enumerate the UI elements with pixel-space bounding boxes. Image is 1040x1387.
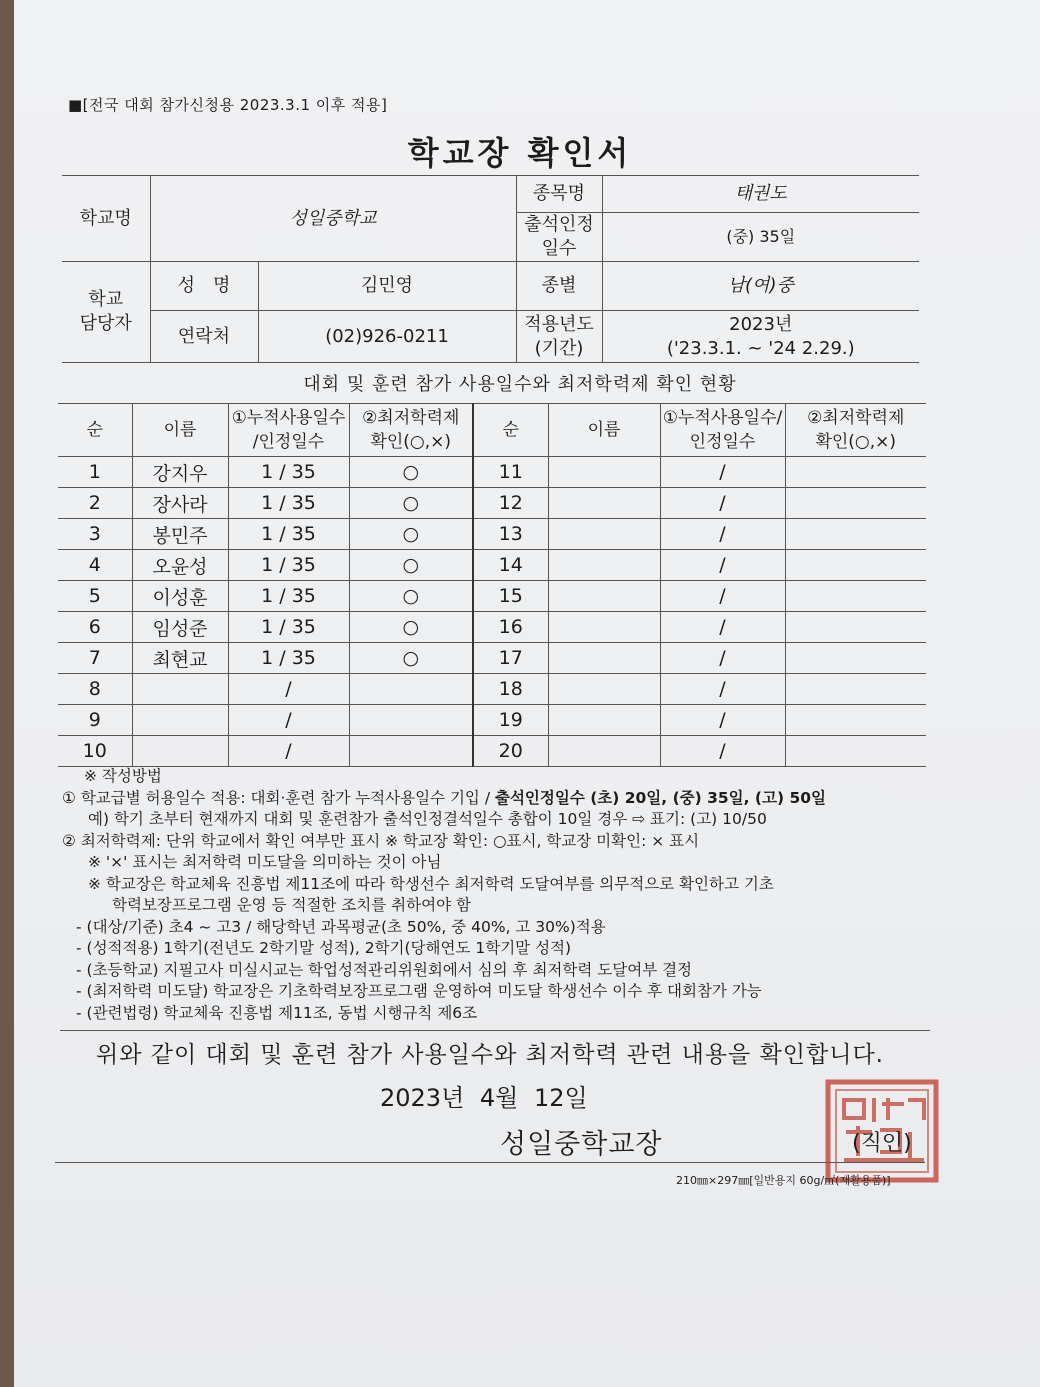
name-label: 성 명 bbox=[150, 262, 258, 311]
row-days: 1 / 35 bbox=[228, 550, 349, 581]
row-check: ○ bbox=[349, 519, 473, 550]
table-row bbox=[58, 612, 926, 643]
table-row bbox=[58, 550, 926, 581]
header-note: ■[전국 대회 참가신청용 2023.3.1 이후 적용] bbox=[68, 96, 388, 114]
row-no-right: 17 bbox=[473, 643, 548, 674]
row-name-right bbox=[548, 643, 660, 674]
row-check: ○ bbox=[349, 488, 473, 519]
row-days-right: / bbox=[660, 612, 785, 643]
row-name-right bbox=[548, 457, 660, 488]
row-name: 장사라 bbox=[132, 488, 228, 519]
row-days-right: / bbox=[660, 674, 785, 705]
row-name-right bbox=[548, 488, 660, 519]
row-check: ○ bbox=[349, 457, 473, 488]
note-2-sub-2-cont: 학력보장프로그램 운영 등 적절한 조치를 취하여야 함 bbox=[112, 896, 471, 914]
row-days: / bbox=[228, 674, 349, 705]
row-name-right bbox=[548, 519, 660, 550]
notes-heading: ※ 작성방법 bbox=[84, 767, 162, 785]
row-no-right: 14 bbox=[473, 550, 548, 581]
note-2-sub-2: ※ 학교장은 학교체육 진흥법 제11조에 따라 학생선수 최저학력 도달여부를 의무적으로 확인하고 기초 bbox=[88, 874, 774, 893]
row-check-right bbox=[785, 519, 926, 550]
row-name-right bbox=[548, 674, 660, 705]
row-days: / bbox=[228, 705, 349, 736]
seal-label: (직인) bbox=[852, 1131, 912, 1156]
row-no-right: 20 bbox=[473, 736, 548, 767]
row-check-right bbox=[785, 643, 926, 674]
name-value: 김민영 bbox=[258, 262, 516, 311]
row-days-right: / bbox=[660, 519, 785, 550]
row-check: ○ bbox=[349, 643, 473, 674]
page-title: 학교장 확인서 bbox=[407, 134, 633, 172]
row-no: 8 bbox=[58, 674, 132, 705]
row-name: 이성훈 bbox=[132, 581, 228, 612]
table-row bbox=[58, 643, 926, 674]
attendance-value: (중) 35일 bbox=[602, 213, 919, 262]
row-no: 6 bbox=[58, 612, 132, 643]
row-name bbox=[132, 674, 228, 705]
row-days: 1 / 35 bbox=[228, 581, 349, 612]
table-row bbox=[58, 519, 926, 550]
table-row bbox=[58, 581, 926, 612]
row-days-right: / bbox=[660, 581, 785, 612]
row-no: 3 bbox=[58, 519, 132, 550]
note-detail-3: - (초등학교) 지필고사 미실시교는 학업성적관리위원회에서 심의 후 최저학력 도달여부 결정 bbox=[76, 960, 693, 979]
row-no: 1 bbox=[58, 457, 132, 488]
row-days-right: / bbox=[660, 643, 785, 674]
row-check: ○ bbox=[349, 612, 473, 643]
header-no: 순 bbox=[58, 404, 132, 457]
row-check-right bbox=[785, 705, 926, 736]
note-detail-2: - (성적적용) 1학기(전년도 2학기말 성적), 2학기(당해연도 1학기말 성적) bbox=[76, 939, 572, 957]
row-check bbox=[349, 674, 473, 705]
row-days-right: / bbox=[660, 736, 785, 767]
event-label: 종목명 bbox=[516, 176, 602, 213]
table-row bbox=[58, 457, 926, 488]
row-name-right bbox=[548, 612, 660, 643]
row-days: 1 / 35 bbox=[228, 643, 349, 674]
note-1-example: 예) 학기 초부터 현재까지 대회 및 훈련참가 출석인정결석일수 총합이 10일 경우 ⇨ 표기: (고) 10/50 bbox=[88, 810, 767, 828]
row-check-right bbox=[785, 550, 926, 581]
header-no-right: 순 bbox=[473, 404, 548, 457]
note-detail-4: - (최저학력 미도달) 학교장은 기초학력보장프로그램 운영하여 미도달 학생선수 이수 후 대회참가 가능 bbox=[76, 982, 762, 1000]
confirm-statement: 위와 같이 대회 및 훈련 참가 사용일수와 최저학력 관련 내용을 확인합니다. bbox=[96, 1042, 884, 1068]
row-days: 1 / 35 bbox=[228, 519, 349, 550]
row-check-right bbox=[785, 674, 926, 705]
table-row bbox=[58, 705, 926, 736]
row-check bbox=[349, 705, 473, 736]
principal-name: 성일중학교장 bbox=[500, 1129, 663, 1160]
row-days: 1 / 35 bbox=[228, 488, 349, 519]
row-name-right bbox=[548, 705, 660, 736]
category-label: 종별 bbox=[516, 262, 602, 311]
contact-label: 연락처 bbox=[150, 311, 258, 363]
school-label: 학교명 bbox=[62, 176, 150, 262]
row-days: 1 / 35 bbox=[228, 457, 349, 488]
row-no: 10 bbox=[58, 736, 132, 767]
row-days-right: / bbox=[660, 457, 785, 488]
header-days: ①누적사용일수 /인정일수 bbox=[228, 404, 349, 457]
row-no-right: 18 bbox=[473, 674, 548, 705]
row-name: 오윤성 bbox=[132, 550, 228, 581]
row-no-right: 11 bbox=[473, 457, 548, 488]
year-value: 2023년 ('23.3.1. ~ '24 2.29.) bbox=[602, 311, 919, 363]
table-row bbox=[58, 736, 926, 767]
note-detail-1: - (대상/기준) 초4 ~ 고3 / 해당학년 과목평균(초 50%, 중 40%, 고 30%)적용 bbox=[76, 917, 606, 936]
section-title: 대회 및 훈련 참가 사용일수와 최저학력제 확인 현황 bbox=[303, 374, 737, 395]
divider-line bbox=[60, 1030, 930, 1031]
header-check: ②최저학력제 확인(○,×) bbox=[349, 404, 473, 457]
row-no-right: 13 bbox=[473, 519, 548, 550]
school-value: 성일중학교 bbox=[150, 176, 516, 262]
roster-table bbox=[58, 403, 926, 767]
row-check bbox=[349, 736, 473, 767]
header-check-right: ②최저학력제 확인(○,×) bbox=[785, 404, 926, 457]
row-name bbox=[132, 736, 228, 767]
year-label: 적용년도 (기간) bbox=[516, 311, 602, 363]
row-check-right bbox=[785, 457, 926, 488]
row-check-right bbox=[785, 488, 926, 519]
row-no: 2 bbox=[58, 488, 132, 519]
row-days: 1 / 35 bbox=[228, 612, 349, 643]
row-no-right: 16 bbox=[473, 612, 548, 643]
row-check: ○ bbox=[349, 550, 473, 581]
note-1: ① 학교급별 허용일수 적용: 대회·훈련 참가 누적사용일수 기입 / 출석인정일수 (초) 20일, (중) 35일, (고) 50일 bbox=[62, 788, 827, 807]
row-days-right: / bbox=[660, 550, 785, 581]
note-detail-5: - (관련법령) 학교체육 진흥법 제11조, 동법 시행규칙 제6조 bbox=[76, 1003, 478, 1022]
row-no: 9 bbox=[58, 705, 132, 736]
row-name bbox=[132, 705, 228, 736]
row-days-right: / bbox=[660, 705, 785, 736]
row-check-right bbox=[785, 581, 926, 612]
staff-label: 학교 담당자 bbox=[62, 262, 150, 363]
row-days: / bbox=[228, 736, 349, 767]
issue-date: 2023년 4월 12일 bbox=[380, 1084, 588, 1112]
row-name: 임성준 bbox=[132, 612, 228, 643]
row-name: 최현교 bbox=[132, 643, 228, 674]
table-row bbox=[58, 674, 926, 705]
row-no-right: 19 bbox=[473, 705, 548, 736]
event-value: 태권도 bbox=[602, 176, 919, 213]
category-value: 남(여)중 bbox=[602, 262, 919, 311]
header-days-right: ①누적사용일수/ 인정일수 bbox=[660, 404, 785, 457]
row-check-right bbox=[785, 612, 926, 643]
paper-spec: 210㎜×297㎜[일반용지 60g/㎡(재활용품)] bbox=[676, 1174, 891, 1187]
table-row bbox=[58, 488, 926, 519]
table-header-row bbox=[58, 404, 926, 457]
bottom-rule bbox=[55, 1162, 925, 1163]
note-2-sub-1: ※ '×' 표시는 최저학력 미도달을 의미하는 것이 아님 bbox=[88, 853, 442, 871]
note-2: ② 최저학력제: 단위 학교에서 확인 여부만 표시 ※ 학교장 확인: ○표시, 학교장 미확인: × 표시 bbox=[62, 831, 700, 850]
row-name-right bbox=[548, 550, 660, 581]
row-check-right bbox=[785, 736, 926, 767]
row-name-right bbox=[548, 581, 660, 612]
row-name: 봉민주 bbox=[132, 519, 228, 550]
row-no: 4 bbox=[58, 550, 132, 581]
row-check: ○ bbox=[349, 581, 473, 612]
row-days-right: / bbox=[660, 488, 785, 519]
header-name: 이름 bbox=[132, 404, 228, 457]
row-name-right bbox=[548, 736, 660, 767]
row-no: 5 bbox=[58, 581, 132, 612]
row-no-right: 12 bbox=[473, 488, 548, 519]
instructions bbox=[62, 766, 942, 1024]
header-name-right: 이름 bbox=[548, 404, 660, 457]
contact-value: (02)926-0211 bbox=[258, 311, 516, 363]
row-name: 강지우 bbox=[132, 457, 228, 488]
row-no: 7 bbox=[58, 643, 132, 674]
row-no-right: 15 bbox=[473, 581, 548, 612]
info-table bbox=[62, 175, 919, 363]
attendance-label: 출석인정 일수 bbox=[516, 213, 602, 262]
